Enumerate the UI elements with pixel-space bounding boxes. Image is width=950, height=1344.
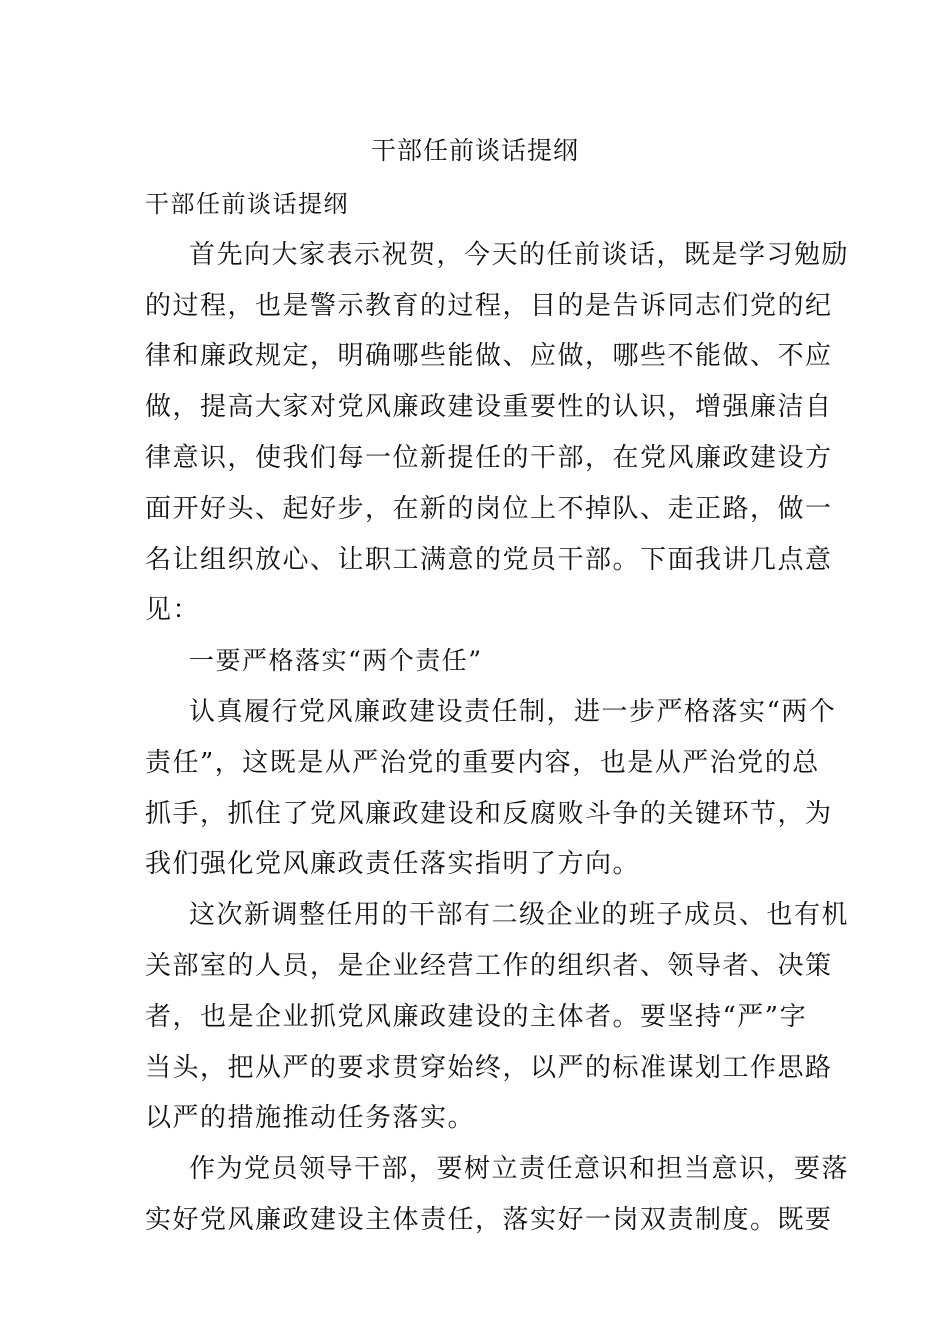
- paragraph-line: 当头，把从严的要求贯穿始终，以严的标准谋划工作思路: [145, 1052, 833, 1083]
- document-title: 干部任前谈话提纲: [370, 136, 579, 165]
- paragraph-line: 律和廉政规定，明确哪些能做、应做，哪些不能做、不应: [145, 341, 833, 372]
- paragraph-line: 责任”，这既是从严治党的重要内容，也是从严治党的总: [145, 747, 820, 778]
- paragraph-line: 面开好头、起好步，在新的岗位上不掉队、走正路，做一: [145, 493, 833, 524]
- paragraph-line: 我们强化党风廉政责任落实指明了方向。: [145, 849, 641, 880]
- paragraph-line: 名让组织放心、让职工满意的党员干部。下面我讲几点意: [145, 544, 833, 575]
- paragraph-line: 者，也是企业抓党风廉政建设的主体者。要坚持“严”字: [145, 1001, 808, 1032]
- paragraph-line: 做，提高大家对党风廉政建设重要性的认识，增强廉洁自: [145, 392, 833, 423]
- paragraph-line: 这次新调整任用的干部有二级企业的班子成员、也有机: [189, 900, 850, 931]
- document-subtitle: 干部任前谈话提纲: [145, 190, 349, 218]
- document-body: [145, 179, 850, 1246]
- paragraph-line: 见：: [145, 595, 201, 626]
- paragraph-line: 律意识，使我们每一位新提任的干部，在党风廉政建设方: [145, 442, 833, 473]
- section-heading: 一要严格落实“两个责任”: [189, 646, 483, 676]
- paragraph-line: 作为党员领导干部，要树立责任意识和担当意识，要落: [189, 1154, 850, 1185]
- paragraph-line: 抓手，抓住了党风廉政建设和反腐败斗争的关键环节，为: [145, 798, 833, 829]
- paragraph-line: 以严的措施推动任务落实。: [145, 1103, 476, 1134]
- paragraph-line: 认真履行党风廉政建设责任制，进一步严格落实“两个: [189, 696, 837, 727]
- paragraph-line: 关部室的人员，是企业经营工作的组织者、领导者、决策: [145, 950, 833, 981]
- paragraph-line: 首先向大家表示祝贺，今天的任前谈话，既是学习勉励: [189, 239, 850, 270]
- paragraph-line: 实好党风廉政建设主体责任，落实好一岗双责制度。既要: [145, 1204, 833, 1235]
- paragraph-line: 的过程，也是警示教育的过程，目的是告诉同志们党的纪: [145, 290, 833, 321]
